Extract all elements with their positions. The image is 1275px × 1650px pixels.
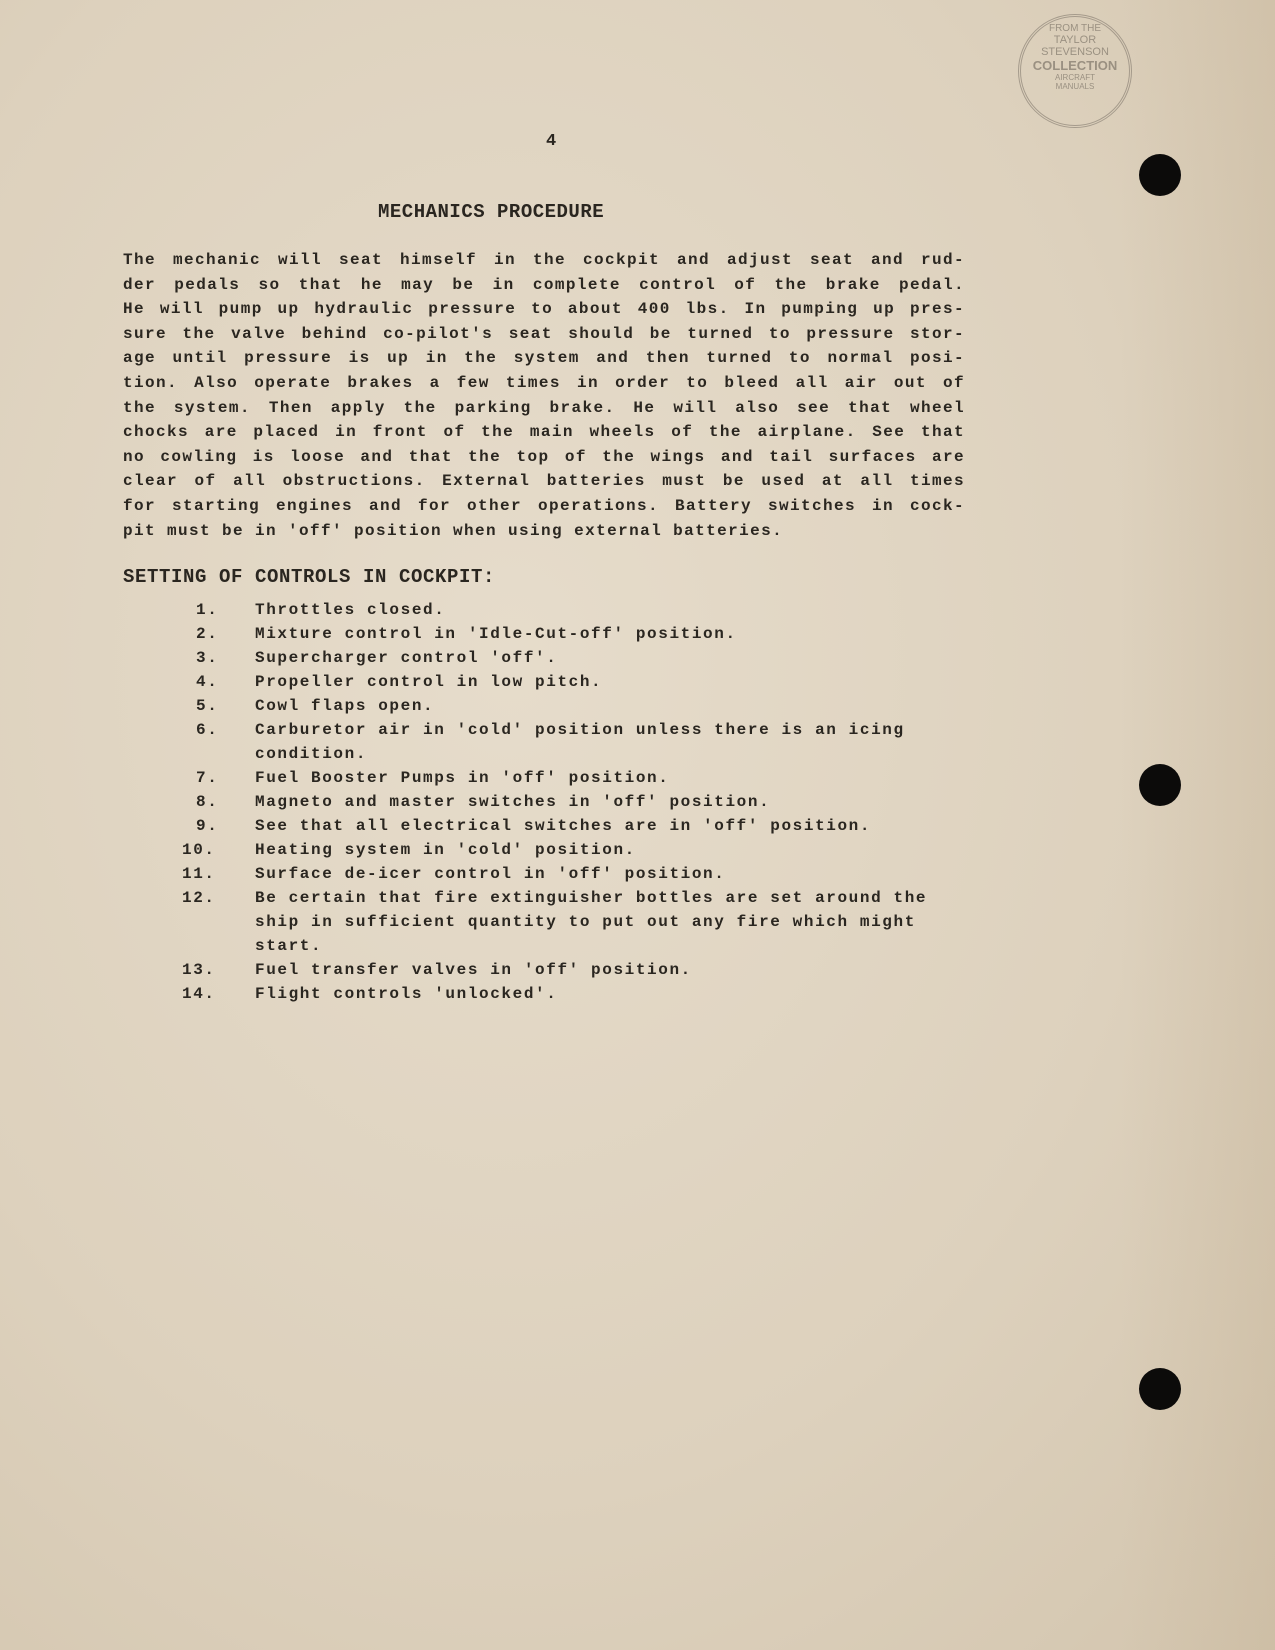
punch-hole <box>1139 154 1181 196</box>
paragraph-line: age until pressure is up in the system and then turned to normal posi- <box>123 349 965 368</box>
paragraph-line: for starting engines and for other operations. Battery switches in cock- <box>123 496 965 515</box>
item-number: 7. <box>196 769 219 787</box>
list-item <box>196 622 966 646</box>
item-number: 13. <box>182 961 216 979</box>
paragraph-line: the system. Then apply the parking brake. He will also see that wheel <box>123 398 965 417</box>
list-item <box>182 886 966 958</box>
item-number: 9. <box>196 817 219 835</box>
paragraph-line: sure the valve behind co-pilot's seat should be turned to pressure stor- <box>123 324 965 343</box>
item-text: Fuel Booster Pumps in 'off' position. <box>255 769 670 787</box>
paragraph-line: clear of all obstructions. External batteries must be used at all times <box>123 472 965 491</box>
item-number: 12. <box>182 889 216 907</box>
section-heading: SETTING OF CONTROLS IN COCKPIT: <box>123 566 496 588</box>
paragraph-line: tion. Also operate brakes a few times in order to bleed all air out of <box>123 373 965 392</box>
list-item <box>196 670 966 694</box>
stamp-text: MANUALS <box>1055 82 1095 91</box>
item-text: Magneto and master switches in 'off' position. <box>255 793 771 811</box>
item-text: Mixture control in 'Idle-Cut-off' position. <box>255 625 737 643</box>
procedure-paragraph <box>123 248 965 543</box>
item-text: Throttles closed. <box>255 601 446 619</box>
item-number: 8. <box>196 793 219 811</box>
punch-hole <box>1139 1368 1181 1410</box>
paragraph-line: He will pump up hydraulic pressure to about 400 lbs. In pumping up pres- <box>123 300 965 319</box>
stamp-text: FROM THE <box>1048 23 1102 34</box>
item-text: Supercharger control 'off'. <box>255 649 558 667</box>
item-number: 11. <box>182 865 216 883</box>
item-number: 14. <box>182 985 216 1003</box>
controls-list <box>182 598 966 1006</box>
item-number: 3. <box>196 649 219 667</box>
paragraph-line: no cowling is loose and that the top of the wings and tail surfaces are <box>123 447 965 466</box>
list-item <box>196 646 966 670</box>
item-text: Flight controls 'unlocked'. <box>255 985 558 1003</box>
item-text: Cowl flaps open. <box>255 697 435 715</box>
page-title: MECHANICS PROCEDURE <box>378 201 605 223</box>
list-item <box>182 862 966 886</box>
item-text: Be certain that fire extinguisher bottles are set around the ship in sufficient quantity to put out any fire which might start. <box>255 889 928 955</box>
item-number: 4. <box>196 673 219 691</box>
item-text: Heating system in 'cold' position. <box>255 841 636 859</box>
page-number: 4 <box>546 132 557 151</box>
list-item <box>196 766 966 790</box>
list-item <box>196 814 966 838</box>
list-item <box>196 694 966 718</box>
paragraph-line: chocks are placed in front of the main wheels of the airplane. See that <box>123 423 965 442</box>
item-text: Carburetor air in 'cold' position unless there is an icing condition. <box>255 721 905 763</box>
paragraph-line: pit must be in 'off' position when using external batteries. <box>123 521 784 540</box>
list-item <box>196 598 966 622</box>
item-text: Fuel transfer valves in 'off' position. <box>255 961 692 979</box>
list-item <box>196 718 966 766</box>
list-item <box>182 838 966 862</box>
item-number: 2. <box>196 625 219 643</box>
item-text: Surface de-icer control in 'off' position. <box>255 865 726 883</box>
item-text: See that all electrical switches are in 'off' position. <box>255 817 872 835</box>
list-item <box>182 958 966 982</box>
punch-hole <box>1139 764 1181 806</box>
stamp-text: AIRCRAFT <box>1055 73 1095 82</box>
paragraph-line: der pedals so that he may be in complete control of the brake pedal. <box>123 275 965 294</box>
list-item <box>182 982 966 1006</box>
item-number: 1. <box>196 601 219 619</box>
item-number: 10. <box>182 841 216 859</box>
item-number: 6. <box>196 721 219 739</box>
collection-stamp <box>1018 14 1132 128</box>
stamp-text: TAYLOR <box>1053 34 1097 46</box>
item-number: 5. <box>196 697 219 715</box>
item-text: Propeller control in low pitch. <box>255 673 603 691</box>
list-item <box>196 790 966 814</box>
paragraph-line: The mechanic will seat himself in the cockpit and adjust seat and rud- <box>123 251 965 269</box>
stamp-text: COLLECTION <box>1032 58 1118 73</box>
stamp-text: STEVENSON <box>1041 46 1109 58</box>
